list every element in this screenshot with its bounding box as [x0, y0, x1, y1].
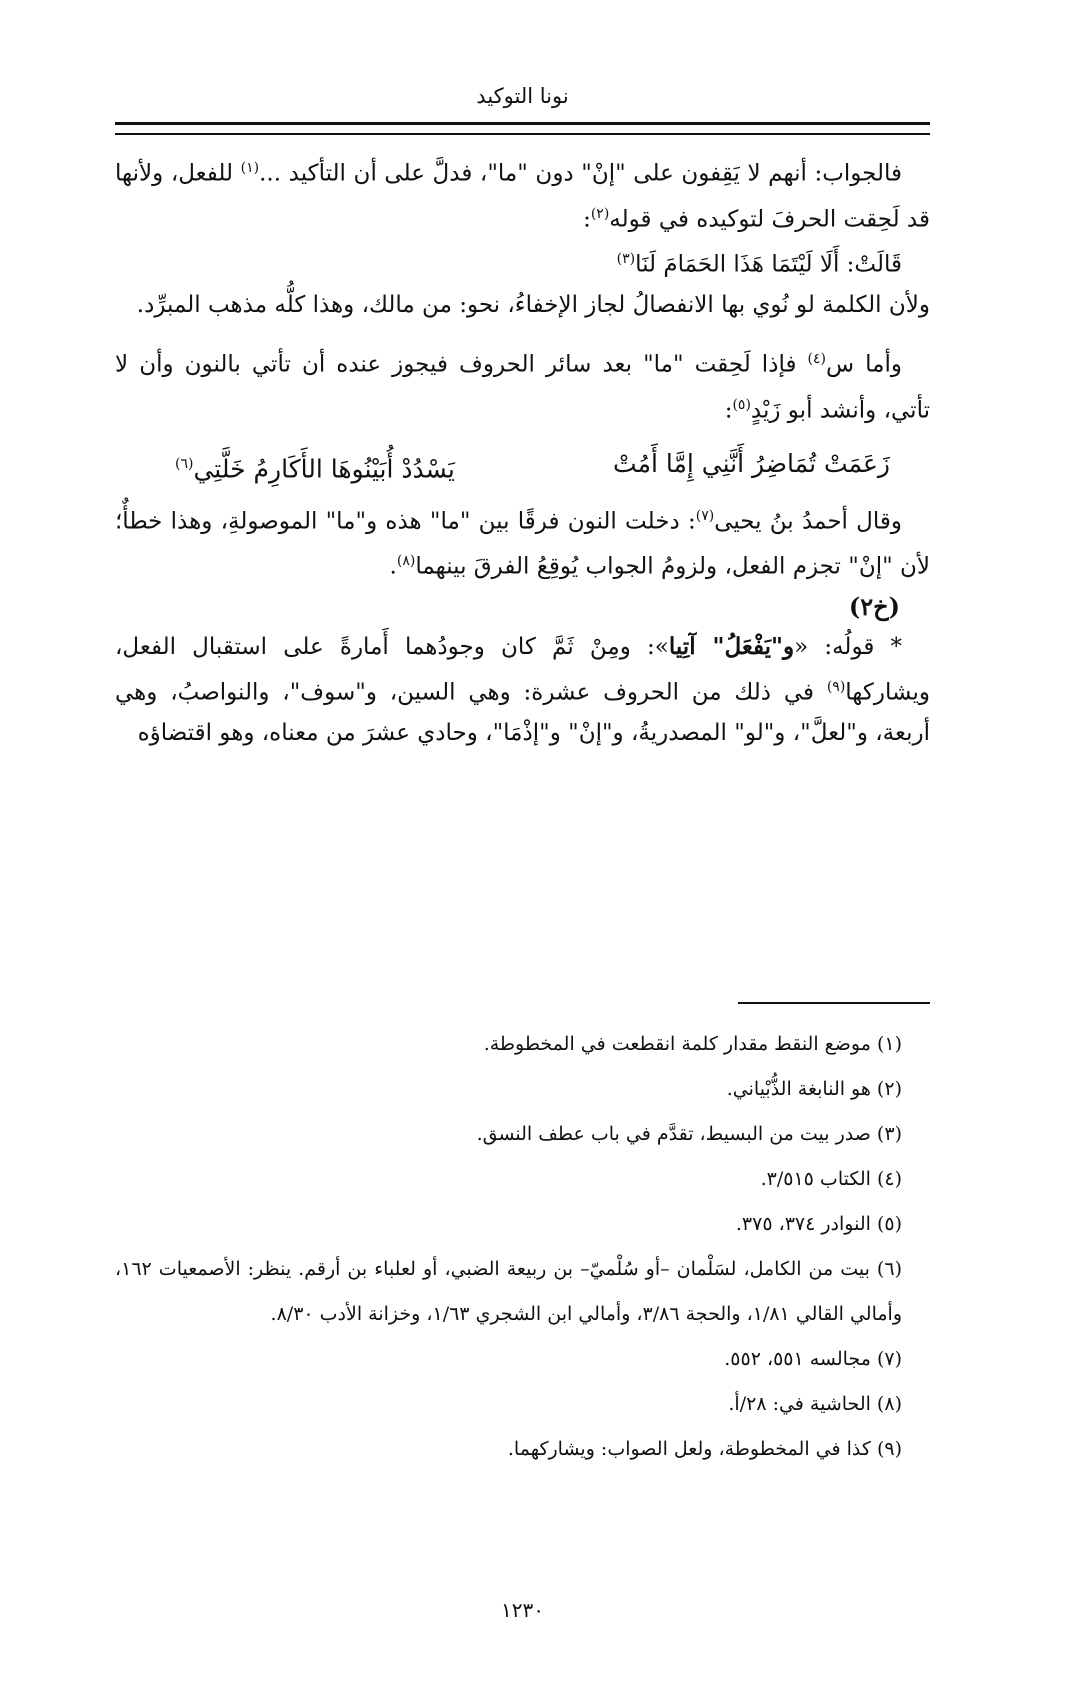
footnote-1: (١) موضع النقط مقدار كلمة انقطعت في المخطوطة. — [483, 1033, 902, 1055]
header-rule-thin — [115, 133, 930, 135]
footnote-ref: (٤) — [807, 350, 826, 367]
footnote-ref: (٣) — [616, 251, 636, 268]
footnote-ref: (٥) — [732, 396, 751, 413]
footnote-ref: (٧) — [695, 507, 715, 524]
footnote-ref: (٨) — [396, 553, 416, 570]
quoted-keyword: و"يَفْعَلُ" آتِيا — [668, 632, 795, 660]
footnote-ref: (٩) — [826, 678, 846, 695]
footnote-ref: (١) — [240, 160, 260, 176]
footnote-2: (٢) هو النابغة الذُّبْياني. — [726, 1078, 902, 1100]
page-number: ١٢٣٠ — [501, 1598, 544, 1622]
footnote-8: (٨) الحاشية في: ٢٨/أ. — [728, 1393, 902, 1415]
footnote-9: (٩) كذا في المخطوطة، ولعل الصواب: ويشاركهما. — [507, 1438, 902, 1460]
footnote-5: (٥) النوادر ٣٧٤، ٣٧٥. — [735, 1213, 902, 1235]
header-rule-thick — [115, 122, 930, 125]
verse-1: قَالَتْ: أَلَا لَيْتَمَا هَذَا الحَمَامَ لَنَا$^{(٣)}$ — [616, 251, 902, 278]
section-heading: (خ٢) — [848, 591, 900, 621]
paragraph-4: وقال أحمدُ بنُ يحيى$^{(٧)}$: دخلت النون فرقًا بين "ما" هذه و"ما" الموصولةِ، وهذا خطأٌ؛ لأن "إنْ" تجزم الفعل، ولزومُ الجواب يُوقِعُ الفرقَ بينهما$^{(٨)}$. — [115, 507, 930, 580]
paragraph-1: فالجواب: أنهم لا يَقِفون على "إنْ" دون "ما"، فدلَّ على أن التأكيد ...$^{(١)}$ للفعل، ولأنها قد لَحِقت الحرفَ لتوكيده في قوله$^{(٢)}$: — [115, 160, 930, 233]
footnote-ref: (٢) — [590, 205, 610, 222]
paragraph-3: وأما س$^{(٤)}$ فإذا لَحِقت "ما" بعد سائر الحروف فيجوز عنده أن تأتي بالنون وأن لا تأتي، وأنشد أبو زَيْدٍ$^{(٥)}$: — [115, 350, 930, 424]
footnote-separator — [738, 1002, 930, 1004]
verse-2 — [115, 444, 930, 489]
footnote-6: (٦) بيت من الكامل، لسَلْمان –أو سُلْميّ– بن ربيعة الضبي، أو لعلباء بن أرقم. ينظر: الأصمعيات ١٦٢، وأمالي القالي ١/٨١، والحجة ٣/٨٦، وأمالي ابن الشجري ١/٦٣، وخزانة الأدب ٨/٣٠. — [115, 1258, 902, 1325]
verse-hemistich-1: زَعَمَتْ تُمَاضِرُ أَنَّنِي إِمَّا أَمُتْ — [613, 449, 890, 479]
verse-hemistich-2: يَسْدُدْ أُبَيْنُوهَا الأَكَارِمُ خَلَّتِي$^{(٦)}$ — [175, 454, 455, 484]
main-text — [115, 148, 930, 753]
paragraph-2: ولأن الكلمة لو نُوي بها الانفصالُ لجاز الإخفاءُ، نحو: من مالك، وهذا كلُّه مذهب المبرِّد. — [136, 291, 930, 318]
footnote-7: (٧) مجالسه ٥٥١، ٥٥٢. — [724, 1348, 902, 1370]
footnotes — [115, 1022, 930, 1472]
paragraph-5: * قولُه: «و"يَفْعَلُ" آتِيا»: ومِنْ ثَمَّ كان وجودُهما أَمارةً على استقبال الفعل، ويشاركها$^{(٩)}$ في ذلك من الحروف عشرة: وهي السين، و"سوف"، والنواصبُ، وهي أربعة، و"لعلَّ"، و"لو" المصدريةُ، و"إنْ" و"إذْمَا"، وحادي عشرَ من معناه، وهو اقتضاؤه — [115, 632, 930, 746]
footnote-4: (٤) الكتاب ٣/٥١٥. — [760, 1168, 902, 1190]
footnote-ref: (٦) — [175, 456, 194, 473]
running-header: نونا التوكيد — [476, 84, 569, 108]
footnote-3: (٣) صدر بيت من البسيط، تقدَّم في باب عطف النسق. — [476, 1123, 902, 1145]
